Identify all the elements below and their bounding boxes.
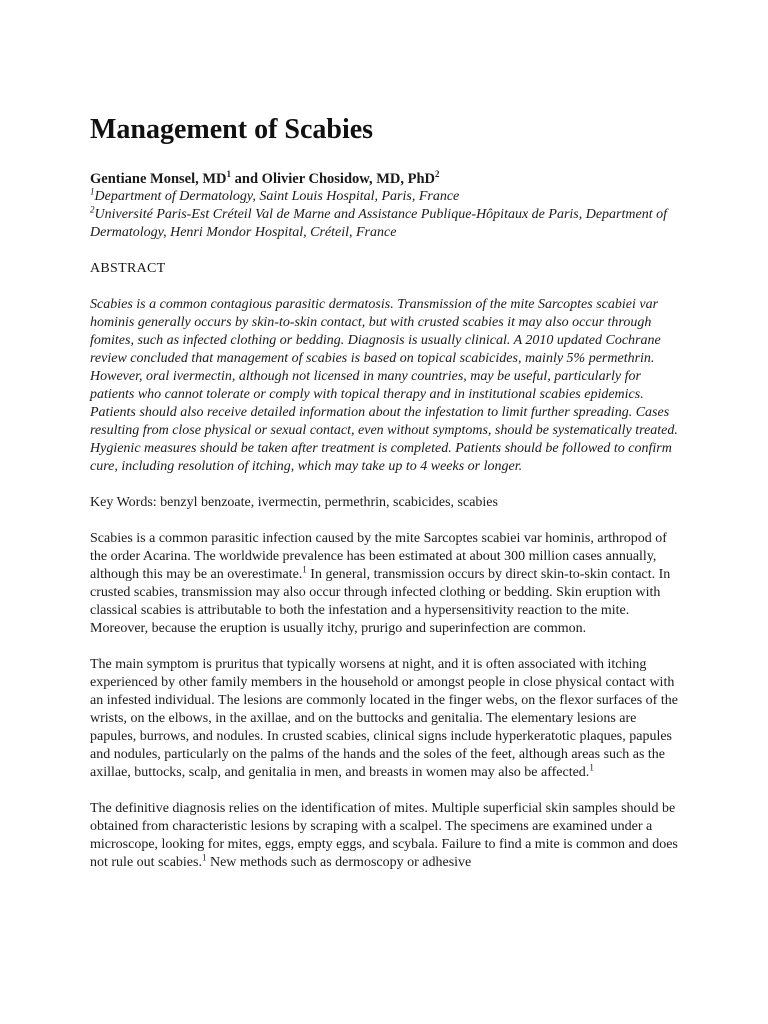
affiliation-marker: 2	[90, 204, 95, 215]
paragraph-text: New methods such as dermoscopy or adhesive	[206, 855, 472, 870]
document-page	[90, 112, 680, 890]
paragraph-text: The definitive diagnosis relies on the identification of mites. Multiple superficial skin samples should be obtained from characteristic lesions by scraping with a scalpel. The specimens are examined under a microscope, looking for mites, eggs, empty eggs, and scybala. Failure to find a mite is common and does not rule out scabies.	[90, 801, 678, 870]
author-name: Gentiane Monsel, MD	[90, 171, 227, 187]
author-line	[90, 170, 680, 188]
author-name: and Olivier Chosidow, MD, PhD	[231, 171, 436, 187]
paragraph-text: In general, transmission occurs by direct skin-to-skin contact. In crusted scabies, transmission may also occur through infected clothing or bedding. Skin eruption with classical scabies is attributable to both the infestation and a hypersensitivity reaction to the mite. Moreover, because the eruption is usually itchy, prurigo and superinfection are common.	[90, 567, 671, 636]
keywords: Key Words: benzyl benzoate, ivermectin, permethrin, scabicides, scabies	[90, 495, 498, 510]
abstract-text: Scabies is a common contagious parasitic dermatosis. Transmission of the mite Sarcoptes scabiei var hominis generally occurs by skin-to-skin contact, but with crusted scabies it may also occur through fomites, such as infected clothing or bedding. Diagnosis is usually clinical. A 2010 updated Cochrane review concluded that management of scabies is based on topical scabicides, mainly 5% permethrin. However, oral ivermectin, although not licensed in many countries, may be useful, particularly for patients who cannot tolerate or comply with topical therapy and in institutional scabies epidemics. Patients should also receive detailed information about the infestation to limit further spreading. Cases resulting from close physical or sexual contact, even without symptoms, should be systematically treated. Hygienic measures should be taken after treatment is completed. Patients should be followed to confirm cure, including resolution of itching, which may take up to 4 weeks or longer.	[90, 297, 678, 474]
body-paragraph	[90, 656, 680, 782]
affiliation-marker: 1	[226, 169, 232, 180]
citation-marker: 1	[302, 564, 307, 575]
affiliation	[90, 188, 680, 206]
affiliation-text: Université Paris-Est Créteil Val de Marne and Assistance Publique-Hôpitaux de Paris, Department of Dermatology, Henri Mondor Hospital, Créteil, France	[90, 207, 667, 240]
citation-marker: 1	[589, 762, 594, 773]
affiliation-text: Department of Dermatology, Saint Louis Hospital, Paris, France	[94, 189, 460, 204]
affiliation-marker: 1	[90, 186, 95, 197]
body-paragraph	[90, 530, 680, 638]
page-title: Management of Scabies	[90, 114, 374, 145]
body-paragraph	[90, 800, 680, 872]
affiliation-marker: 2	[435, 169, 440, 180]
abstract-heading: ABSTRACT	[90, 261, 166, 276]
affiliation	[90, 206, 680, 242]
citation-marker: 1	[201, 852, 207, 863]
paragraph-text: The main symptom is pruritus that typically worsens at night, and it is often associated with itching experienced by other family members in the household or amongst people in close physical contact with an infested individual. The lesions are commonly located in the finger webs, on the flexor surfaces of the wrists, on the elbows, in the axillae, and on the buttocks and genitalia. The elementary lesions are papules, burrows, and nodules. In crusted scabies, clinical signs include hyperkeratotic plaques, papules and nodules, particularly on the palms of the hands and the soles of the feet, although areas such as the axillae, buttocks, scalp, and genitalia in men, and breasts in women may also be affected.	[90, 657, 678, 780]
paragraph-text: Scabies is a common parasitic infection caused by the mite Sarcoptes scabiei var hominis, arthropod of the order Acarina. The worldwide prevalence has been estimated at about 300 million cases annually, although this may be an overestimate.	[90, 531, 667, 582]
